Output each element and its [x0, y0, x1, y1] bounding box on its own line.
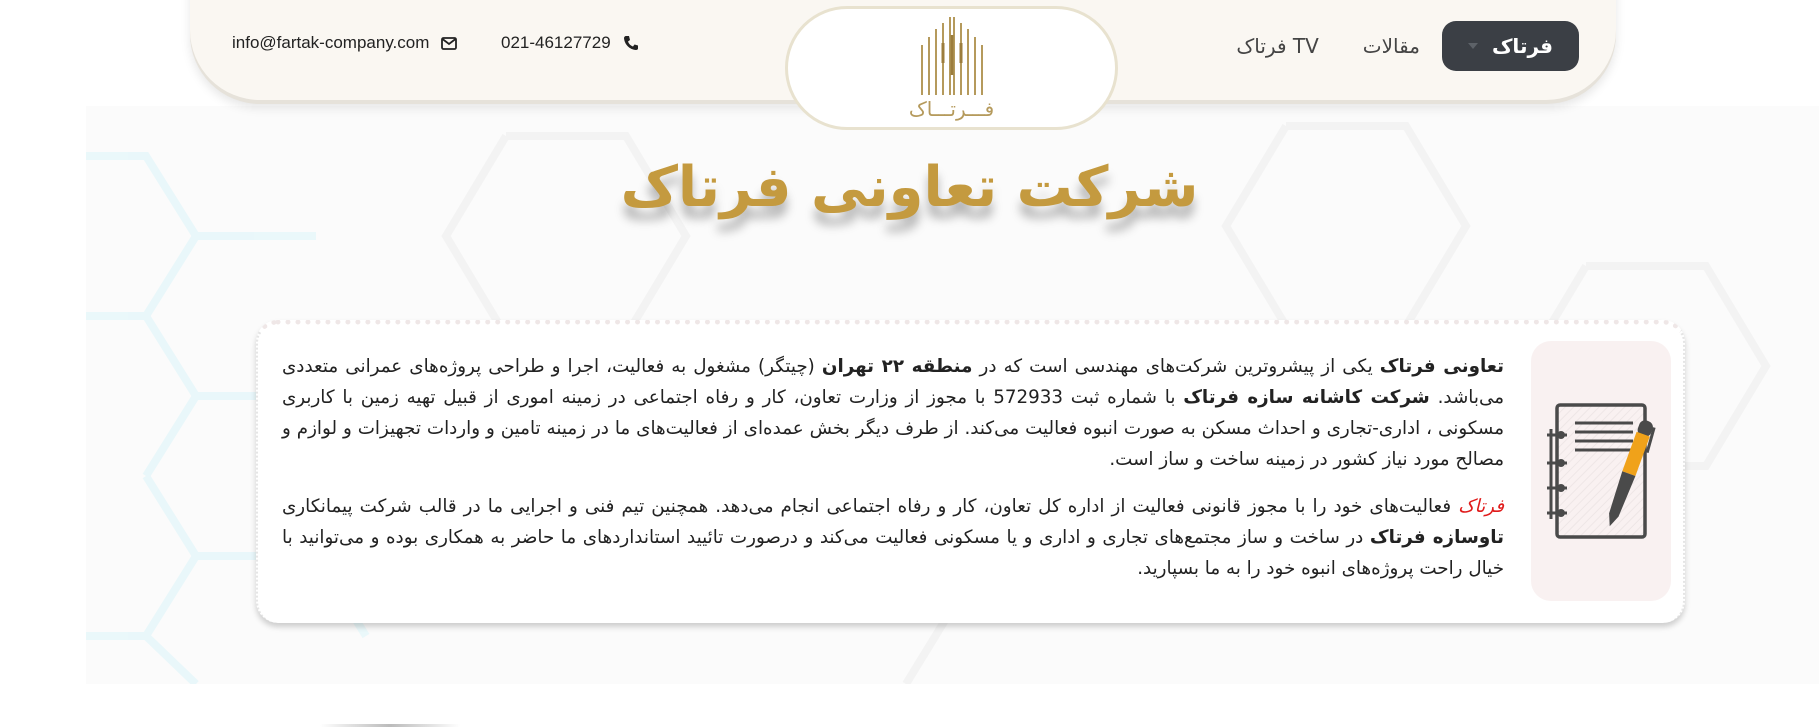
envelope-icon [439, 33, 459, 53]
building-lines-logo-icon [916, 15, 988, 95]
about-card [256, 320, 1685, 623]
highlight-fartak: فرتاک [1458, 496, 1504, 517]
bold-company-name: شرکت کاشانه سازه فرتاک [1183, 387, 1430, 408]
bold-cooperative-name: تعاونی فرتاک [1379, 356, 1504, 377]
phone-number[interactable]: 021-46127729 [501, 33, 611, 52]
caret-down-icon [1468, 43, 1478, 49]
bold-district: منطقه ۲۲ تهران [821, 356, 973, 377]
nav-item-fartak[interactable] [1442, 21, 1579, 71]
nav-item-fartak-tv[interactable]: فرتاک TV [1236, 34, 1319, 58]
logo[interactable] [785, 6, 1118, 130]
notebook-pen-icon [1545, 401, 1657, 541]
bold-contractor-name: تاوسازه فرتاک [1369, 527, 1505, 548]
contact-phone[interactable] [501, 33, 641, 53]
page-title: شرکت تعاونی فرتاک [620, 155, 1199, 220]
card-body [282, 351, 1504, 600]
text: یکی از پیشروترین شرکت‌های مهندسی است که در [972, 356, 1380, 377]
text: با شماره ثبت 572933 با مجوز از وزارت تعاون، کار و رفاه اجتماعی در زمینه اموری از قبیل تهیه زمین با کاربری مسکونی ، اداری-تجاری و احداث مسکن به صورت انبوه فعالیت می‌کند. از طرف دیگر بخش عمده‌ای از فعالیت‌های ما در زمینه تامین و واردات تجهیزات و لوازم و مصالح مورد نیاز کشور در زمینه ساخت و ساز است. [282, 387, 1504, 470]
nav-item-label: فرتاک [1491, 34, 1553, 58]
phone-icon [621, 33, 641, 53]
nav-item-articles[interactable]: مقالات [1362, 34, 1420, 58]
text: در ساخت و ساز مجتمع‌های تجاری و اداری و یا مسکونی فعالیت می‌کند و درصورت تائیید استانداردهای ما حاضر به همکاری بوده و می‌توانید با خیال راحت پروژه‌های انبوه خود را به ما بسپارید. [282, 527, 1504, 579]
email-address[interactable]: info@fartak-company.com [232, 33, 430, 52]
paragraph-2 [282, 491, 1504, 584]
main-nav [1214, 21, 1579, 71]
text: فعالیت‌های خود را با مجوز قانونی فعالیت از اداره کل تعاون، کار و رفاه اجتماعی انجام می‌دهد. همچنین تیم فنی و اجرایی ما در قالب شرکت پیمانکاری [282, 496, 1459, 517]
contact-email[interactable] [232, 33, 459, 53]
paragraph-1 [282, 351, 1504, 475]
card-icon-box [1531, 341, 1671, 601]
text: (چیتگر) مشغول به فعالیت، اجرا و طراحی پروژه‌های عمرانی متعددی می‌باشد. [282, 356, 1504, 408]
logo-text: فـــرتـــاک [908, 97, 995, 121]
